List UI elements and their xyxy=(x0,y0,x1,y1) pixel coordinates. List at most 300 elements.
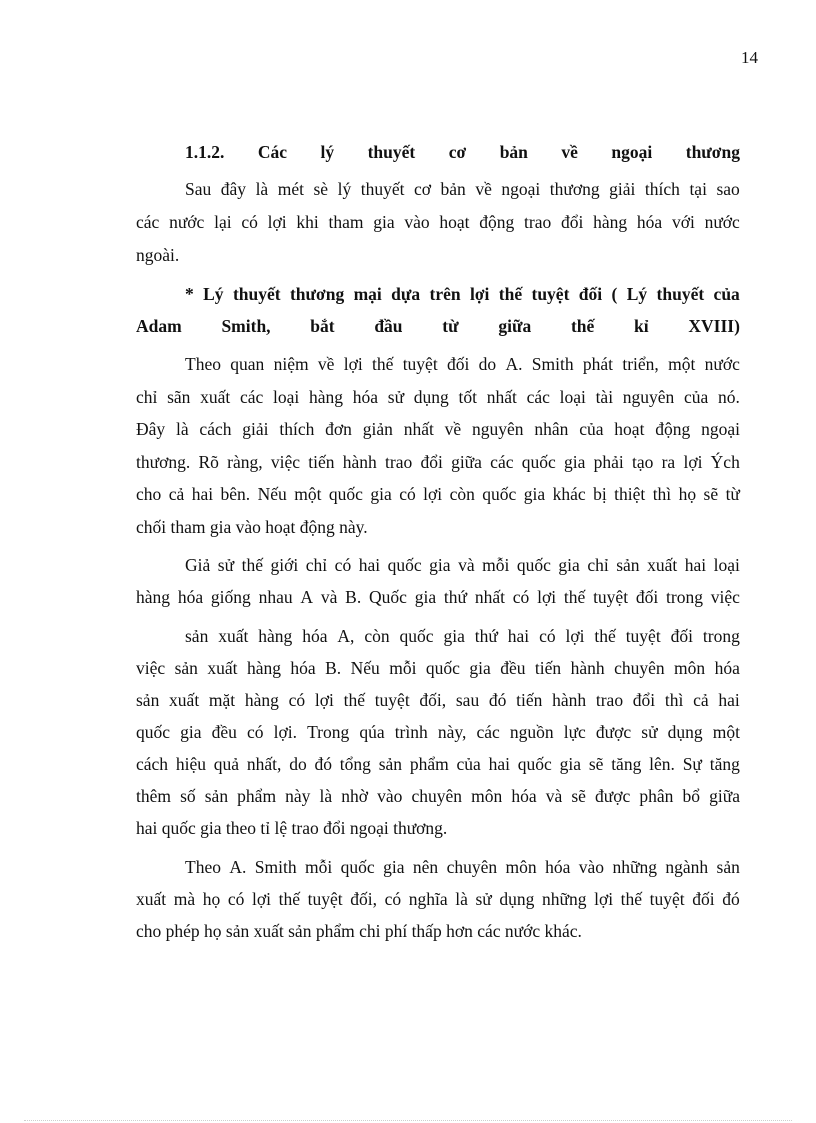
paragraph-line xyxy=(136,418,740,440)
word: một xyxy=(294,484,322,504)
word: phẩm xyxy=(409,754,449,774)
word: Quốc xyxy=(369,587,407,607)
paragraph-line xyxy=(136,689,740,711)
word: sao xyxy=(716,179,740,199)
word: đối xyxy=(692,889,715,909)
word: nguồn xyxy=(509,722,554,742)
word: tuyệt xyxy=(625,626,661,646)
word: trao xyxy=(385,452,413,472)
word: thế xyxy=(620,889,643,909)
word: Nếu xyxy=(350,658,380,678)
word: thương xyxy=(685,142,740,162)
word: động xyxy=(655,419,691,439)
word: là xyxy=(255,179,269,199)
word: nguyên xyxy=(472,419,524,439)
word: sử xyxy=(217,555,235,575)
word: bị xyxy=(593,484,607,504)
word: Nếu xyxy=(257,484,287,504)
word: Đây xyxy=(136,419,166,439)
word: Theo xyxy=(185,354,221,374)
word: loại xyxy=(713,555,740,575)
word: tuyệt xyxy=(374,690,410,710)
word: và xyxy=(545,786,563,806)
word: thế xyxy=(594,626,616,646)
word: thế xyxy=(498,284,523,304)
word: Sự xyxy=(682,754,702,774)
paragraph-line xyxy=(136,721,740,743)
word: gia xyxy=(383,857,405,877)
word: về xyxy=(475,179,492,199)
word: tài xyxy=(595,387,614,407)
word: của xyxy=(684,387,709,407)
word: dựa xyxy=(391,284,421,304)
word: hành xyxy=(552,690,587,710)
word: hóa xyxy=(302,626,328,646)
word: có xyxy=(227,889,245,909)
word: thích xyxy=(279,419,315,439)
word: dụng xyxy=(499,889,535,909)
word: các xyxy=(490,452,514,472)
word: Smith xyxy=(531,354,574,374)
word: tốt xyxy=(458,387,477,407)
word: là xyxy=(175,419,189,439)
word: khi xyxy=(296,212,319,232)
word: sè xyxy=(313,179,329,199)
word: giản xyxy=(362,419,393,439)
word: thế xyxy=(241,555,263,575)
word: lợi xyxy=(252,889,271,909)
word: thế xyxy=(372,354,394,374)
word: gia xyxy=(373,212,395,232)
word: * xyxy=(185,284,194,304)
word: hoạt xyxy=(614,419,645,439)
word: hàng xyxy=(136,587,171,607)
word: lợi xyxy=(683,452,703,472)
word: phải xyxy=(593,452,624,472)
word: quốc xyxy=(482,484,517,504)
word: bổ xyxy=(682,786,701,806)
word: xuất xyxy=(136,889,167,909)
word: lợi xyxy=(594,889,614,909)
paragraph-line xyxy=(136,753,740,775)
word: gia xyxy=(563,452,586,472)
word: của xyxy=(579,419,604,439)
word: quốc xyxy=(340,857,375,877)
word: lợi xyxy=(343,354,363,374)
word: A. xyxy=(229,857,247,877)
paragraph-line xyxy=(185,178,740,200)
word: cách xyxy=(199,419,232,439)
word: giữa xyxy=(451,452,482,472)
word: với xyxy=(671,212,695,232)
word: có xyxy=(539,626,556,646)
word: ngành xyxy=(665,857,709,877)
word: có xyxy=(399,484,416,504)
word: phát xyxy=(582,354,614,374)
word: tiến xyxy=(534,658,562,678)
word: môn xyxy=(674,658,706,678)
paragraph-line xyxy=(136,586,740,608)
word: mà xyxy=(173,889,196,909)
word: A, xyxy=(337,626,355,646)
word: thương xyxy=(289,284,345,304)
word: hai xyxy=(191,484,214,504)
word: ngoại xyxy=(611,142,653,162)
word: tuyệt xyxy=(402,354,438,374)
word: B. xyxy=(325,658,342,678)
word: hóa xyxy=(511,786,537,806)
word: thuyết xyxy=(656,284,705,304)
word: còn xyxy=(364,626,390,646)
word: Lý xyxy=(203,284,224,304)
word: Lý xyxy=(626,284,648,304)
paragraph-line xyxy=(136,785,740,807)
word: thuyết xyxy=(367,142,416,162)
word: lợi xyxy=(537,587,557,607)
word: Smith xyxy=(254,857,297,877)
word: này xyxy=(285,786,311,806)
word: Adam xyxy=(136,316,182,336)
word: tạo xyxy=(631,452,654,472)
word: nhất xyxy=(403,419,434,439)
word: về xyxy=(444,419,462,439)
word: sản xyxy=(716,857,740,877)
subheading-line xyxy=(185,283,740,305)
word: là xyxy=(455,889,468,909)
word: chỉ xyxy=(305,555,328,575)
word: thuyết xyxy=(360,179,405,199)
word: thứ xyxy=(443,587,468,607)
word: gia xyxy=(429,555,451,575)
word: là xyxy=(319,786,333,806)
word: lý xyxy=(337,179,352,199)
word: về xyxy=(317,354,335,374)
paragraph-line: cho phép họ sản xuất sản phẩm chi phí thấp hơn các nước khác. xyxy=(136,921,582,941)
word: hóa xyxy=(545,857,571,877)
word: thế xyxy=(278,889,300,909)
word: lợi xyxy=(267,212,287,232)
word: sản xyxy=(378,754,403,774)
word: gia xyxy=(558,555,580,575)
word: hai xyxy=(684,555,707,575)
word: gia xyxy=(523,484,546,504)
word: ràng, xyxy=(227,452,263,472)
word: nhất xyxy=(474,587,505,607)
word: hóa xyxy=(290,658,316,678)
paragraph-line xyxy=(136,386,740,408)
page-number: 14 xyxy=(741,48,758,67)
word: sử xyxy=(387,387,405,407)
word: có xyxy=(246,722,264,742)
word: thương xyxy=(549,179,600,199)
word: quốc xyxy=(516,555,551,575)
word: có xyxy=(288,690,306,710)
word: quốc xyxy=(387,555,422,575)
word: cả xyxy=(693,690,709,710)
word: quốc xyxy=(521,452,556,472)
word: xuất xyxy=(218,626,249,646)
word: đó xyxy=(488,690,507,710)
word: mỗi xyxy=(482,555,510,575)
word: quốc xyxy=(328,484,363,504)
word: hóa xyxy=(352,387,379,407)
paragraph-line: hai quốc gia theo tỉ lệ trao đổi ngoại thương. xyxy=(136,818,448,838)
word: các xyxy=(476,722,500,742)
word: tăng xyxy=(611,754,642,774)
word: sản xyxy=(185,626,209,646)
word: một xyxy=(712,722,740,742)
word: những xyxy=(541,889,587,909)
word: mỗi xyxy=(389,658,417,678)
word: quan xyxy=(230,354,265,374)
word: và xyxy=(458,555,475,575)
word: Smith, xyxy=(221,316,271,336)
word: tiến xyxy=(516,690,543,710)
word: nước xyxy=(169,212,205,232)
word: đối xyxy=(635,587,659,607)
word: gia xyxy=(414,587,437,607)
word: trao xyxy=(524,212,552,232)
word: cách xyxy=(136,754,169,774)
page-bottom-rule xyxy=(24,1120,792,1121)
paragraph-line xyxy=(136,451,740,473)
word: giới xyxy=(270,555,299,575)
word: nước xyxy=(704,212,740,232)
word: nhờ xyxy=(341,786,369,806)
word: giải xyxy=(242,419,269,439)
word: các xyxy=(136,212,160,232)
word: việc xyxy=(136,658,166,678)
word: XVIII) xyxy=(688,316,740,336)
word: đối xyxy=(578,284,603,304)
word: thiệt xyxy=(614,484,646,504)
paragraph-line: ngoài. xyxy=(136,245,180,265)
word: phân xyxy=(639,786,674,806)
word: số xyxy=(180,786,196,806)
word: đổi xyxy=(561,212,584,232)
word: đổi xyxy=(420,452,443,472)
word: trong xyxy=(702,626,740,646)
word: hàng xyxy=(593,212,628,232)
word: giống xyxy=(210,587,251,607)
word: sẽ xyxy=(588,754,604,774)
word: hàng xyxy=(309,387,344,407)
word: đối xyxy=(446,354,470,374)
word: lợi xyxy=(565,626,585,646)
word: quốc xyxy=(425,658,460,678)
word: này, xyxy=(437,722,467,742)
word: hàng xyxy=(244,690,279,710)
word: vào xyxy=(578,857,605,877)
word: bên. xyxy=(220,484,251,504)
word: chỉ xyxy=(136,387,158,407)
word: A. xyxy=(505,354,523,374)
word: đầu xyxy=(374,316,403,336)
word: kỉ xyxy=(634,316,649,336)
word: của xyxy=(456,754,481,774)
word: tiến xyxy=(308,452,335,472)
word: sẽ xyxy=(571,786,586,806)
word: thì xyxy=(652,484,672,504)
word: gia xyxy=(469,658,491,678)
word: sau xyxy=(455,690,480,710)
paragraph-line xyxy=(185,856,740,878)
word: cơ xyxy=(413,179,432,199)
word: nhất xyxy=(486,387,517,407)
word: hành xyxy=(342,452,377,472)
word: môn xyxy=(471,786,503,806)
word: tuyệt xyxy=(307,889,343,909)
word: hai xyxy=(488,754,510,774)
word: hóa xyxy=(714,658,740,678)
word: sản xyxy=(136,690,160,710)
word: đây xyxy=(220,179,247,199)
word: đó xyxy=(314,754,332,774)
word: sãn xyxy=(167,387,191,407)
word: những xyxy=(612,857,657,877)
word: giữa xyxy=(498,316,532,336)
word: B. xyxy=(345,587,362,607)
word: sản xyxy=(616,555,640,575)
word: hai xyxy=(507,626,530,646)
word: ngoại xyxy=(501,179,541,199)
word: thế xyxy=(570,316,595,336)
word: Ých xyxy=(710,452,740,472)
word: hoạt xyxy=(439,212,470,232)
word: đối, xyxy=(419,690,447,710)
word: dụng xyxy=(667,722,703,742)
word: trên xyxy=(429,284,461,304)
word: Theo xyxy=(185,857,221,877)
word: các xyxy=(526,387,550,407)
word: nhau xyxy=(258,587,293,607)
word: tại xyxy=(689,179,707,199)
word: Giả xyxy=(185,555,211,575)
word: lực xyxy=(563,722,586,742)
word: cả xyxy=(168,484,185,504)
word: A xyxy=(300,587,314,607)
word: nguyên xyxy=(622,387,675,407)
word: phẩm xyxy=(237,786,277,806)
word: thuyết xyxy=(232,284,281,304)
word: do xyxy=(478,354,497,374)
word: hóa xyxy=(177,587,204,607)
word: thì xyxy=(664,690,684,710)
word: việc xyxy=(270,452,301,472)
word: của xyxy=(713,284,740,304)
word: có xyxy=(512,587,530,607)
word: mét xyxy=(277,179,304,199)
word: thích xyxy=(644,179,680,199)
word: một xyxy=(668,354,696,374)
word: ( xyxy=(611,284,618,304)
word: đều xyxy=(211,722,237,742)
word: xuất xyxy=(647,555,678,575)
word: ra xyxy=(661,452,676,472)
word: gia xyxy=(370,484,392,504)
paragraph-line: chối tham gia vào hoạt động này. xyxy=(136,517,368,537)
paragraph-line xyxy=(136,211,740,233)
word: có xyxy=(241,212,258,232)
word: thế xyxy=(563,587,586,607)
word: sử xyxy=(641,722,658,742)
word: đối, xyxy=(350,889,377,909)
word: mặt xyxy=(208,690,236,710)
word: hàng xyxy=(258,626,293,646)
word: có xyxy=(384,889,402,909)
word: lợi xyxy=(423,484,443,504)
word: quốc xyxy=(136,722,171,742)
word: quốc xyxy=(517,754,552,774)
word: sẽ xyxy=(703,484,719,504)
word: tham xyxy=(328,212,364,232)
word: bắt xyxy=(310,316,335,336)
word: tuyệt xyxy=(593,587,629,607)
word: lý xyxy=(320,142,335,162)
word: chỉ xyxy=(587,555,609,575)
word: vào xyxy=(404,212,430,232)
word: nó. xyxy=(718,387,740,407)
word: triển, xyxy=(622,354,659,374)
word: trong xyxy=(666,587,703,607)
word: thêm xyxy=(136,786,171,806)
word: họ xyxy=(202,889,221,909)
word: ngoại xyxy=(701,419,740,439)
word: đơn xyxy=(325,419,352,439)
word: đối xyxy=(670,626,693,646)
word: do xyxy=(289,754,307,774)
word: gia xyxy=(559,754,582,774)
word: xuất xyxy=(207,658,238,678)
word: còn xyxy=(449,484,475,504)
paragraph-line xyxy=(185,353,740,375)
word: qúa xyxy=(359,722,385,742)
word: được xyxy=(595,786,631,806)
word: 1.1.2. xyxy=(185,142,225,162)
word: động xyxy=(479,212,515,232)
word: giữa xyxy=(709,786,740,806)
word: gia xyxy=(443,626,465,646)
word: cơ xyxy=(448,142,467,162)
word: đều xyxy=(500,658,526,678)
word: nghĩa xyxy=(408,889,448,909)
word: tuyệt xyxy=(649,889,685,909)
word: trình xyxy=(394,722,428,742)
word: hàng xyxy=(246,658,281,678)
word: xuất xyxy=(169,690,200,710)
word: chuyên xyxy=(614,658,665,678)
subheading-line xyxy=(136,315,740,337)
word: về xyxy=(561,142,578,162)
paragraph-line xyxy=(185,625,740,647)
word: lên. xyxy=(649,754,675,774)
word: cho xyxy=(136,484,162,504)
word: từ xyxy=(725,484,740,504)
word: môn xyxy=(505,857,537,877)
word: thương. xyxy=(136,452,191,472)
word: sản xyxy=(174,658,198,678)
paragraph-line xyxy=(185,554,740,576)
word: thế xyxy=(343,690,365,710)
word: lợi. xyxy=(273,722,297,742)
word: giải xyxy=(609,179,636,199)
word: Các xyxy=(257,142,288,162)
word: nhân xyxy=(534,419,569,439)
word: lợi xyxy=(314,690,334,710)
word: nhất, xyxy=(246,754,282,774)
word: vào xyxy=(377,786,403,806)
word: mỗi xyxy=(305,857,333,877)
